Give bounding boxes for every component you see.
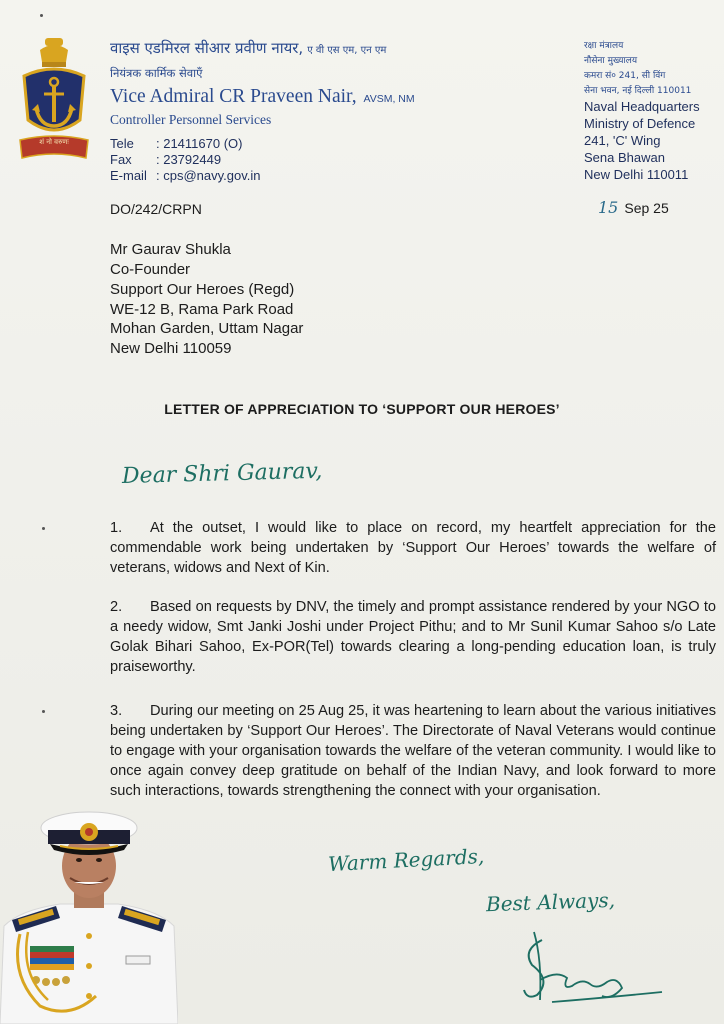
- signature: [512, 920, 682, 1010]
- letter-date: 15 Sep 25: [598, 198, 669, 217]
- address-hindi-line: सेना भवन, नई दिल्ली 110011: [584, 86, 692, 96]
- address-hindi-line: कमरा सं० 241, सी विंग: [584, 71, 666, 81]
- recipient-line: WE-12 B, Rama Park Road: [110, 301, 294, 318]
- scan-dot: [42, 527, 45, 530]
- recipient-line: Support Our Heroes (Regd): [110, 281, 295, 298]
- sender-role: Controller Personnel Services: [110, 112, 272, 127]
- body-paragraph: 3. During our meeting on 25 Aug 25, it was heartening to learn about the various initiatives being undertaken by ‘Support Our Heroes’. The Directorate of Naval Veterans would continue to engage with your organisation towards the welfare of the veteran community. I would like to once again convey deep gratitude on behalf of the Indian Navy, and look forward to more such interactions, towards strengthening the connect with your organisation.: [110, 703, 716, 799]
- scan-dot: [42, 710, 45, 713]
- contact-email: E-mail : cps@navy.gov.in: [110, 168, 261, 183]
- contact-fax: Fax : 23792449: [110, 152, 222, 167]
- closing-regards: Warm Regards,: [327, 843, 485, 877]
- officer-portrait: [0, 806, 178, 1024]
- recipient-line: Mohan Garden, Uttam Nagar: [110, 320, 304, 337]
- sender-name: Vice Admiral CR Praveen Nair, AVSM, NM: [110, 86, 415, 107]
- address-line: Ministry of Defence: [584, 116, 696, 131]
- address-line: 241, 'C' Wing: [584, 133, 661, 148]
- recipient-line: Mr Gaurav Shukla: [110, 241, 231, 258]
- sender-name-hindi: वाइस एडमिरल सीआर प्रवीण नायर, ए वी एस एम, एन एम: [110, 39, 387, 57]
- recipient-line: Co-Founder: [110, 261, 191, 278]
- body-paragraph: 2. Based on requests by DNV, the timely and prompt assistance rendered by your NGO to a needy widow, Smt Janki Joshi under Project Pithu; and to Mr Sunil Kumar Sahoo s/o Late Golak Bihari Sahoo, Ex-POR(Tel) towards clearing a long-pending education loan, is truly praiseworthy.: [110, 599, 716, 675]
- letter-subject: LETTER OF APPRECIATION TO ‘SUPPORT OUR HEROES’: [164, 401, 560, 417]
- emblem-motto: शं नो वरुणः: [39, 138, 69, 146]
- recipient-line: New Delhi 110059: [110, 340, 232, 357]
- sender-role-hindi: नियंत्रक कार्मिक सेवाएँ: [110, 66, 203, 80]
- salutation: Dear Shri Gaurav,: [121, 458, 323, 489]
- body-paragraph: 1. At the outset, I would like to place on record, my heartfelt appreciation for the commendable work being undertaken by ‘Support Our Heroes’ towards the welfare of veterans, widows and Next of Kin.: [110, 520, 716, 576]
- address-line: Naval Headquarters: [584, 99, 700, 114]
- address-hindi-line: रक्षा मंत्रालय: [584, 41, 624, 51]
- reference-number: DO/242/CRPN: [110, 201, 202, 217]
- address-line: New Delhi 110011: [584, 167, 689, 182]
- scan-dot: [40, 14, 43, 17]
- closing-wishes: Best Always,: [485, 887, 616, 917]
- contact-tele: Tele : 21411670 (O): [110, 136, 243, 151]
- address-hindi-line: नौसेना मुख्यालय: [584, 56, 638, 66]
- address-line: Sena Bhawan: [584, 150, 665, 165]
